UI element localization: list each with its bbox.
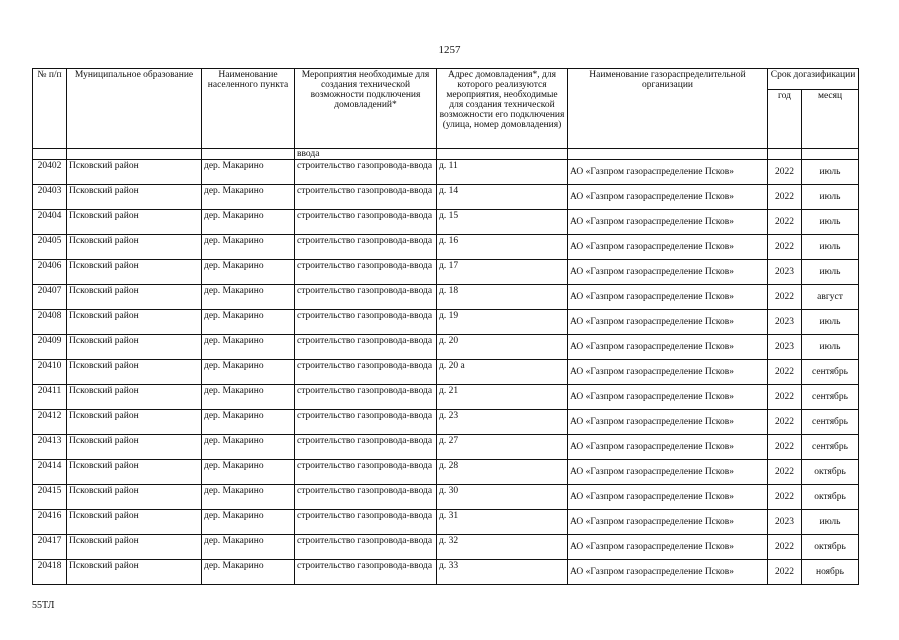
column-header-org: Наименование газораспределительной организации xyxy=(568,69,768,149)
table-row xyxy=(33,235,859,260)
footer-code: 55ТЛ xyxy=(32,600,55,611)
cell-org: АО «Газпром газораспределение Псков» xyxy=(568,460,768,485)
cell-month: октябрь xyxy=(802,535,859,560)
cell-month: сентябрь xyxy=(802,360,859,385)
cell-month: июль xyxy=(802,310,859,335)
cell-num: 20404 xyxy=(33,210,67,235)
cell-num: 20405 xyxy=(33,235,67,260)
table-row xyxy=(33,410,859,435)
cell-settlement: дер. Макарино xyxy=(202,160,295,185)
cell-municipality: Псковский район xyxy=(67,460,202,485)
cell-settlement: дер. Макарино xyxy=(202,410,295,435)
cell-year: 2022 xyxy=(768,235,802,260)
cell-municipality: Псковский район xyxy=(67,260,202,285)
cell-settlement: дер. Макарино xyxy=(202,285,295,310)
cell-measure: строительство газопровода-ввода xyxy=(295,460,437,485)
cell-municipality: Псковский район xyxy=(67,385,202,410)
cell-address: д. 18 xyxy=(437,285,568,310)
cell-month: сентябрь xyxy=(802,410,859,435)
cell-month: июль xyxy=(802,235,859,260)
cell-num: 20406 xyxy=(33,260,67,285)
cell-municipality: Псковский район xyxy=(67,310,202,335)
cell-settlement: дер. Макарино xyxy=(202,360,295,385)
cell-num: 20413 xyxy=(33,435,67,460)
cell-measure: строительство газопровода-ввода xyxy=(295,485,437,510)
cell-address: д. 23 xyxy=(437,410,568,435)
cell-month: ноябрь xyxy=(802,560,859,585)
cell-org: АО «Газпром газораспределение Псков» xyxy=(568,435,768,460)
cell-month: июль xyxy=(802,260,859,285)
cell-org: АО «Газпром газораспределение Псков» xyxy=(568,310,768,335)
cell-address: д. 15 xyxy=(437,210,568,235)
cell-month: октябрь xyxy=(802,460,859,485)
cell-municipality: Псковский район xyxy=(67,535,202,560)
cell-municipality: Псковский район xyxy=(67,410,202,435)
cell-year: 2022 xyxy=(768,285,802,310)
cell-org: АО «Газпром газораспределение Псков» xyxy=(568,360,768,385)
cell-measure: строительство газопровода-ввода xyxy=(295,435,437,460)
cell-year: 2022 xyxy=(768,210,802,235)
cell-month: август xyxy=(802,285,859,310)
cell-measure: строительство газопровода-ввода xyxy=(295,210,437,235)
cell-settlement: дер. Макарино xyxy=(202,460,295,485)
cell-settlement: дер. Макарино xyxy=(202,260,295,285)
cell-measure: строительство газопровода-ввода xyxy=(295,410,437,435)
cell-num: 20403 xyxy=(33,185,67,210)
cell-measure: строительство газопровода-ввода xyxy=(295,160,437,185)
cell-address: д. 20 xyxy=(437,335,568,360)
cell-settlement: дер. Макарино xyxy=(202,560,295,585)
cell-measure: строительство газопровода-ввода xyxy=(295,285,437,310)
cell-org: АО «Газпром газораспределение Псков» xyxy=(568,185,768,210)
cell-num: 20410 xyxy=(33,360,67,385)
cell-org: АО «Газпром газораспределение Псков» xyxy=(568,485,768,510)
cell-municipality: Псковский район xyxy=(67,335,202,360)
cell-address: д. 27 xyxy=(437,435,568,460)
cell-org: АО «Газпром газораспределение Псков» xyxy=(568,410,768,435)
cell-address: д. 30 xyxy=(437,485,568,510)
cell-num: 20417 xyxy=(33,535,67,560)
cell-measure: строительство газопровода-ввода xyxy=(295,335,437,360)
cell-address: д. 19 xyxy=(437,310,568,335)
cell-municipality: Псковский район xyxy=(67,510,202,535)
continuation-row xyxy=(33,149,859,160)
cell-num: 20415 xyxy=(33,485,67,510)
cell-settlement: дер. Макарино xyxy=(202,185,295,210)
cell-month: октябрь xyxy=(802,485,859,510)
cell-org: АО «Газпром газораспределение Псков» xyxy=(568,160,768,185)
cell-year: 2022 xyxy=(768,360,802,385)
cell-num: 20414 xyxy=(33,460,67,485)
cell-municipality: Псковский район xyxy=(67,360,202,385)
table-row xyxy=(33,335,859,360)
table-row xyxy=(33,485,859,510)
cell-address: д. 14 xyxy=(437,185,568,210)
gasification-table xyxy=(32,68,859,585)
table-row xyxy=(33,210,859,235)
cell-measure: строительство газопровода-ввода xyxy=(295,535,437,560)
column-header-month: месяц xyxy=(802,90,859,149)
cell-municipality: Псковский район xyxy=(67,285,202,310)
cell-num: 20402 xyxy=(33,160,67,185)
column-header-municipality: Муниципальное образование xyxy=(67,69,202,149)
cell-org: АО «Газпром газораспределение Псков» xyxy=(568,285,768,310)
cell-year: 2022 xyxy=(768,535,802,560)
cell-address: д. 16 xyxy=(437,235,568,260)
cell-municipality: Псковский район xyxy=(67,560,202,585)
cell-num: 20418 xyxy=(33,560,67,585)
cell-year: 2022 xyxy=(768,185,802,210)
column-header-num: № п/п xyxy=(33,69,67,149)
continuation-text: ввода xyxy=(295,149,437,160)
column-header-address: Адрес домовладения*, для которого реализуются мероприятия, необходимые для создания технической возможности его подключения (улица, номер домовладения) xyxy=(437,69,568,149)
cell-month: июль xyxy=(802,335,859,360)
cell-settlement: дер. Макарино xyxy=(202,385,295,410)
cell-year: 2022 xyxy=(768,410,802,435)
cell-measure: строительство газопровода-ввода xyxy=(295,360,437,385)
column-header-year: год xyxy=(768,90,802,149)
cell-settlement: дер. Макарино xyxy=(202,510,295,535)
cell-num: 20416 xyxy=(33,510,67,535)
cell-municipality: Псковский район xyxy=(67,485,202,510)
cell-year: 2022 xyxy=(768,160,802,185)
cell-year: 2023 xyxy=(768,510,802,535)
cell-address: д. 28 xyxy=(437,460,568,485)
cell-address: д. 17 xyxy=(437,260,568,285)
table-row xyxy=(33,510,859,535)
table-row xyxy=(33,560,859,585)
table-row xyxy=(33,460,859,485)
cell-month: июль xyxy=(802,510,859,535)
cell-num: 20411 xyxy=(33,385,67,410)
cell-year: 2022 xyxy=(768,560,802,585)
cell-address: д. 32 xyxy=(437,535,568,560)
cell-municipality: Псковский район xyxy=(67,160,202,185)
cell-org: АО «Газпром газораспределение Псков» xyxy=(568,560,768,585)
cell-settlement: дер. Макарино xyxy=(202,235,295,260)
cell-address: д. 11 xyxy=(437,160,568,185)
column-header-deadline: Срок догазификации xyxy=(768,69,859,90)
cell-address: д. 33 xyxy=(437,560,568,585)
table-row xyxy=(33,285,859,310)
cell-address: д. 20 а xyxy=(437,360,568,385)
cell-municipality: Псковский район xyxy=(67,435,202,460)
column-header-settlement: Наименование населенного пункта xyxy=(202,69,295,149)
cell-year: 2023 xyxy=(768,310,802,335)
cell-settlement: дер. Макарино xyxy=(202,535,295,560)
cell-num: 20412 xyxy=(33,410,67,435)
cell-settlement: дер. Макарино xyxy=(202,335,295,360)
cell-municipality: Псковский район xyxy=(67,210,202,235)
table-row xyxy=(33,160,859,185)
cell-org: АО «Газпром газораспределение Псков» xyxy=(568,260,768,285)
cell-org: АО «Газпром газораспределение Псков» xyxy=(568,210,768,235)
cell-num: 20407 xyxy=(33,285,67,310)
cell-org: АО «Газпром газораспределение Псков» xyxy=(568,235,768,260)
cell-measure: строительство газопровода-ввода xyxy=(295,310,437,335)
cell-measure: строительство газопровода-ввода xyxy=(295,235,437,260)
cell-municipality: Псковский район xyxy=(67,185,202,210)
cell-month: сентябрь xyxy=(802,385,859,410)
table-row xyxy=(33,185,859,210)
cell-year: 2023 xyxy=(768,335,802,360)
cell-num: 20408 xyxy=(33,310,67,335)
cell-year: 2023 xyxy=(768,260,802,285)
table-body xyxy=(33,149,859,585)
cell-org: АО «Газпром газораспределение Псков» xyxy=(568,510,768,535)
cell-settlement: дер. Макарино xyxy=(202,435,295,460)
cell-month: июль xyxy=(802,210,859,235)
page-number: 1257 xyxy=(438,44,461,56)
column-header-measures: Мероприятия необходимые для создания технической возможности подключения домовладений* xyxy=(295,69,437,149)
table-row xyxy=(33,435,859,460)
table-row xyxy=(33,535,859,560)
cell-month: сентябрь xyxy=(802,435,859,460)
cell-org: АО «Газпром газораспределение Псков» xyxy=(568,535,768,560)
cell-measure: строительство газопровода-ввода xyxy=(295,185,437,210)
cell-month: июль xyxy=(802,160,859,185)
table-row xyxy=(33,310,859,335)
cell-year: 2022 xyxy=(768,460,802,485)
table-row xyxy=(33,260,859,285)
cell-org: АО «Газпром газораспределение Псков» xyxy=(568,385,768,410)
cell-year: 2022 xyxy=(768,435,802,460)
cell-settlement: дер. Макарино xyxy=(202,210,295,235)
cell-measure: строительство газопровода-ввода xyxy=(295,560,437,585)
cell-address: д. 31 xyxy=(437,510,568,535)
cell-measure: строительство газопровода-ввода xyxy=(295,260,437,285)
table-row xyxy=(33,385,859,410)
cell-num: 20409 xyxy=(33,335,67,360)
table-row xyxy=(33,360,859,385)
cell-settlement: дер. Макарино xyxy=(202,485,295,510)
cell-org: АО «Газпром газораспределение Псков» xyxy=(568,335,768,360)
cell-year: 2022 xyxy=(768,485,802,510)
cell-settlement: дер. Макарино xyxy=(202,310,295,335)
cell-measure: строительство газопровода-ввода xyxy=(295,510,437,535)
cell-month: июль xyxy=(802,185,859,210)
cell-year: 2022 xyxy=(768,385,802,410)
cell-municipality: Псковский район xyxy=(67,235,202,260)
cell-measure: строительство газопровода-ввода xyxy=(295,385,437,410)
cell-address: д. 21 xyxy=(437,385,568,410)
